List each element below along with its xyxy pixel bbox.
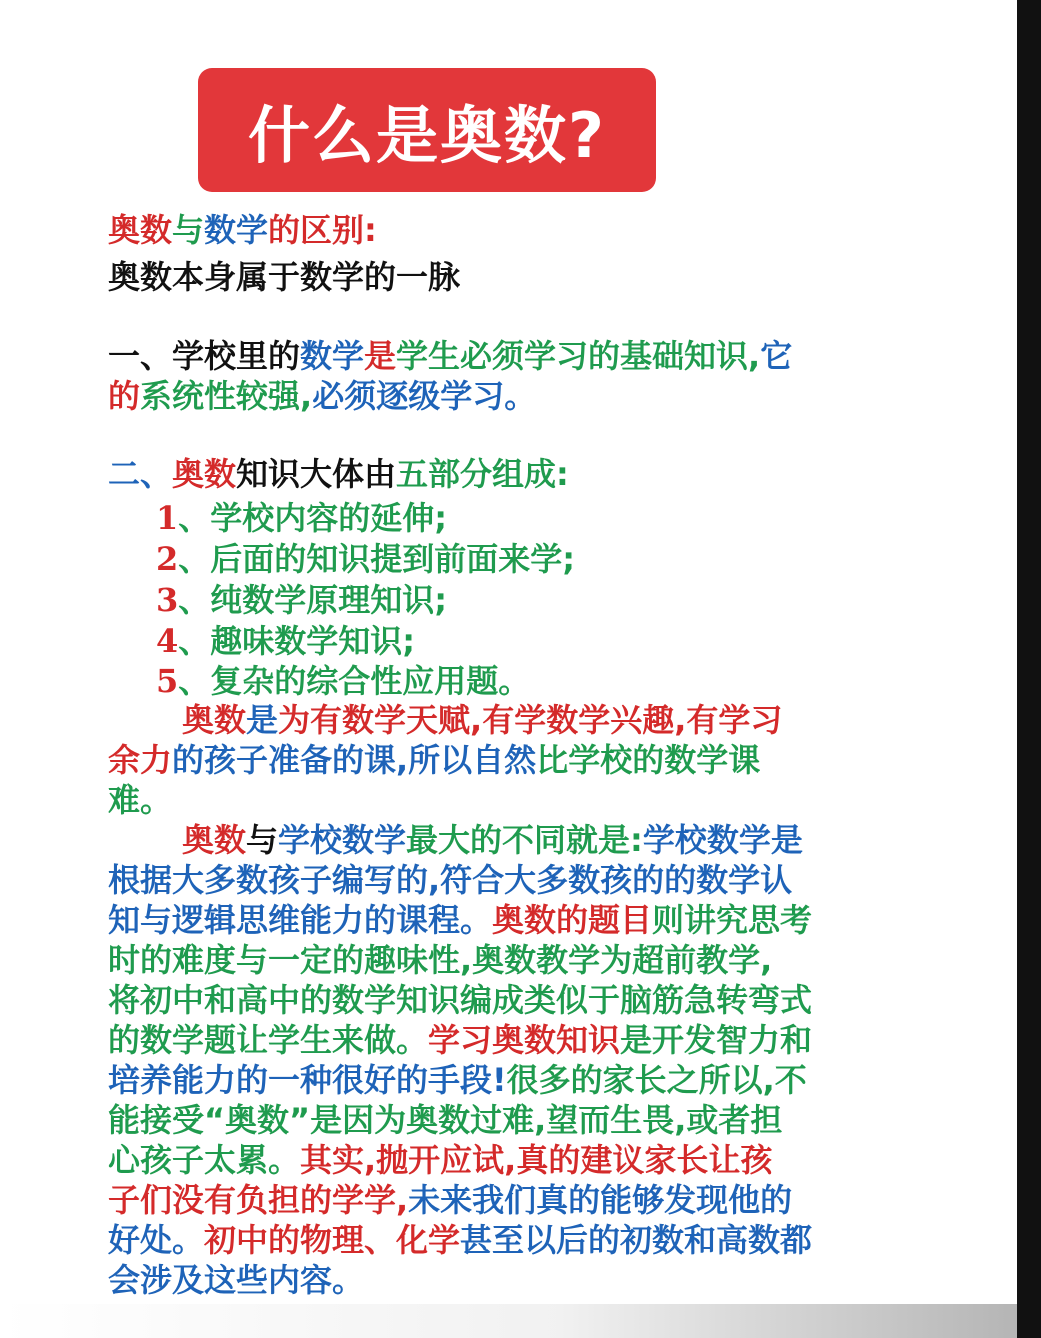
text-run: 最大的不同就是: [406,821,643,859]
text-run: 初中的物理、化学 [204,1221,461,1259]
para2-line1 [182,820,803,860]
para2-line2: 根据大多数孩子编写的,符合大多数孩的的数学认 [108,861,793,899]
heading-olympiad: 奥数 [108,211,173,249]
section1-line1 [108,336,792,376]
text-run: 子们没有负担的学学, [108,1181,409,1219]
text-run: 是 [246,701,279,739]
list-number: 1 [156,499,179,537]
text-run: 学校数学 [278,821,407,859]
list-text: 、后面的知识提到前面来学; [178,540,576,578]
text-run: 奥数 [182,701,247,739]
para2-line12: 会涉及这些内容。 [108,1261,365,1299]
text-run: 奥数的题目 [492,901,653,939]
para2-line6 [108,1020,812,1060]
list-item [156,661,530,701]
text-run: 是 [364,337,397,375]
text-run: 余力 [108,741,173,779]
list-number: 3 [156,581,179,619]
text-run: 培养能力的一种很好的手段! [108,1061,507,1099]
text-run: 未来我们真的能够发现他的 [408,1181,793,1219]
text-run: 的 [108,377,141,415]
list-number: 4 [156,622,179,660]
text-run: 学校数学是 [642,821,803,859]
text-run: 甚至以后的初数和高数都 [460,1221,813,1259]
text-run: 奥数 [182,821,247,859]
para2-line9 [108,1140,772,1180]
text-run: 好处。 [108,1221,205,1259]
section-heading [108,210,377,250]
heading-and: 与 [172,211,205,249]
text-run: 五部分组成: [396,455,569,493]
para2-line4: 时的难度与一定的趣味性,奥数教学为超前教学, [108,941,773,979]
text-run: 它 [760,337,793,375]
section2-heading [108,454,569,494]
text-run: 必须逐级学习。 [312,377,537,415]
title-banner [198,68,656,192]
text-run: 有学习 [686,701,783,739]
bottom-shadow [0,1304,1017,1338]
list-item [156,498,447,538]
text-run: 比学校的数学课 [536,741,761,779]
list-text: 、趣味数学知识; [178,622,416,660]
para1-line3: 难。 [108,781,173,819]
para2-line5: 将初中和高中的数学知识编成类似于脑筋急转弯式 [108,981,813,1019]
section1-line2 [108,376,536,416]
list-text: 、学校内容的延伸; [178,499,448,537]
para2-line10 [108,1180,792,1220]
list-text: 、纯数学原理知识; [178,581,448,619]
text-run: 系统性较强, [140,377,313,415]
para1-line1 [182,700,782,740]
right-edge-bar [1017,0,1041,1338]
text-run: 二、 [108,455,173,493]
para2-line8: 能接受“奥数”是因为奥数过难,望而生畏,或者担 [108,1101,783,1139]
text-run: 则讲究思考 [652,901,813,939]
text-run: 学生必须学习的基础知识, [396,337,761,375]
text-run: 学习奥数知识 [428,1021,621,1059]
text-run: 很多的家长之所以,不 [506,1061,807,1099]
list-item [156,621,415,661]
text-run: 知识大体由 [236,455,397,493]
para2-line11 [108,1220,812,1260]
text-run: 的数学题让学生来做。 [108,1021,429,1059]
subheading: 奥数本身属于数学的一脉 [108,258,461,296]
text-run: 与 [246,821,279,859]
text-run: 是开发智力和 [620,1021,813,1059]
text-run: 奥数 [172,455,237,493]
list-number: 2 [156,540,179,578]
text-run: 心孩子太累。 [108,1141,301,1179]
list-item [156,580,447,620]
para2-line7 [108,1060,807,1100]
list-text: 、复杂的综合性应用题。 [178,662,531,700]
list-item [156,539,575,579]
text-run: 知与逻辑思维能力的课程。 [108,901,493,939]
heading-math: 数学 [204,211,269,249]
text-run: 一、学校里的 [108,337,301,375]
text-run: 有学数学兴趣, [482,701,687,739]
text-run: 数学 [300,337,365,375]
para2-line3 [108,900,812,940]
heading-difference: 的区别: [268,211,377,249]
text-run: 的孩子准备的课,所以自然 [172,741,537,779]
text-run: 其实,抛开应试,真的建议家长让孩 [300,1141,773,1179]
text-run: 为有数学天赋, [278,701,483,739]
para1-line2 [108,740,760,780]
page-title: 什么是奥数? [248,98,606,172]
list-number: 5 [156,662,179,700]
